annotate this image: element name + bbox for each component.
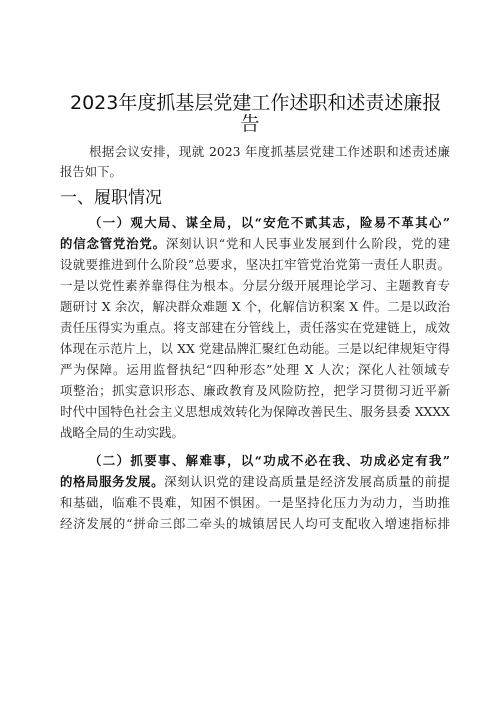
body-line: 经济发展的“拼命三郎二牵头的城镇居民人均可支配收入增速指标排	[60, 517, 450, 531]
body-line: 战略全局的生动实践。	[60, 426, 184, 440]
subsection-2-lead-rest: 深刻认识党的建设高质量是经济发展高质量的前提	[164, 475, 450, 489]
body-line: 设就要推进到什么阶段”总要求，坚决扛牢管党治党第一责任人职责。	[60, 258, 450, 272]
subsection-2-lead: （二）抓要事、解难事，以“功成不必在我、功成必定有我”	[89, 454, 450, 468]
document-title-line-1: 2023年度抓基层党建工作述职和述责述廉报	[70, 92, 442, 114]
subsection-1-lead: （一）观大局、谋全局，以“安危不贰其志，险易不革其心”	[89, 216, 450, 230]
body-line: 题研讨 X 余次，解决群众难题 X 个，化解信访积案 X 件。二是以政治	[60, 300, 450, 314]
intro-line-1: 根据会议安排，现就 2023 年度抓基层党建工作述职和述责述廉	[89, 145, 450, 159]
body-line: 时代中国特色社会主义思想成效转化为保障改善民生、服务县委 XXXX	[60, 405, 450, 419]
body-line: 严为保障。运用监督执纪“四种形态”处理 X 人次；深化人社领域专	[60, 363, 450, 377]
body-line: 责任压得实为重点。将支部建在分管线上，责任落实在党建链上，成效	[60, 321, 450, 335]
intro-line-2: 报告如下。	[60, 165, 122, 179]
subsection-1-lead-rest: 深刻认识“党和人民事业发展到什么阶段，党的建	[165, 237, 450, 251]
document-title-line-2: 告	[240, 113, 260, 135]
subsection-1-lead-bold: 的信念管党治党。	[60, 237, 166, 251]
subsection-2-lead-bold: 的格局服务发展。	[60, 475, 165, 489]
body-line: 一是以党性素养靠得住为根本。分层分级开展理论学习、主题教育专	[60, 279, 450, 293]
body-line: 项整治；抓实意识形态、廉政教育及风险防控，把学习贯彻习近平新	[60, 384, 450, 398]
subsection-1-line-2	[60, 237, 450, 251]
body-line: 和基础，临难不畏难，知困不惧困。一是坚持化压力为动力，当助推	[60, 496, 450, 510]
subsection-2-line-2	[60, 475, 450, 489]
body-line: 体现在示范片上，以 XX 党建品牌汇聚红色动能。三是以纪律规矩守得	[60, 342, 450, 356]
section-heading-performance: 一、履职情况	[60, 188, 162, 208]
